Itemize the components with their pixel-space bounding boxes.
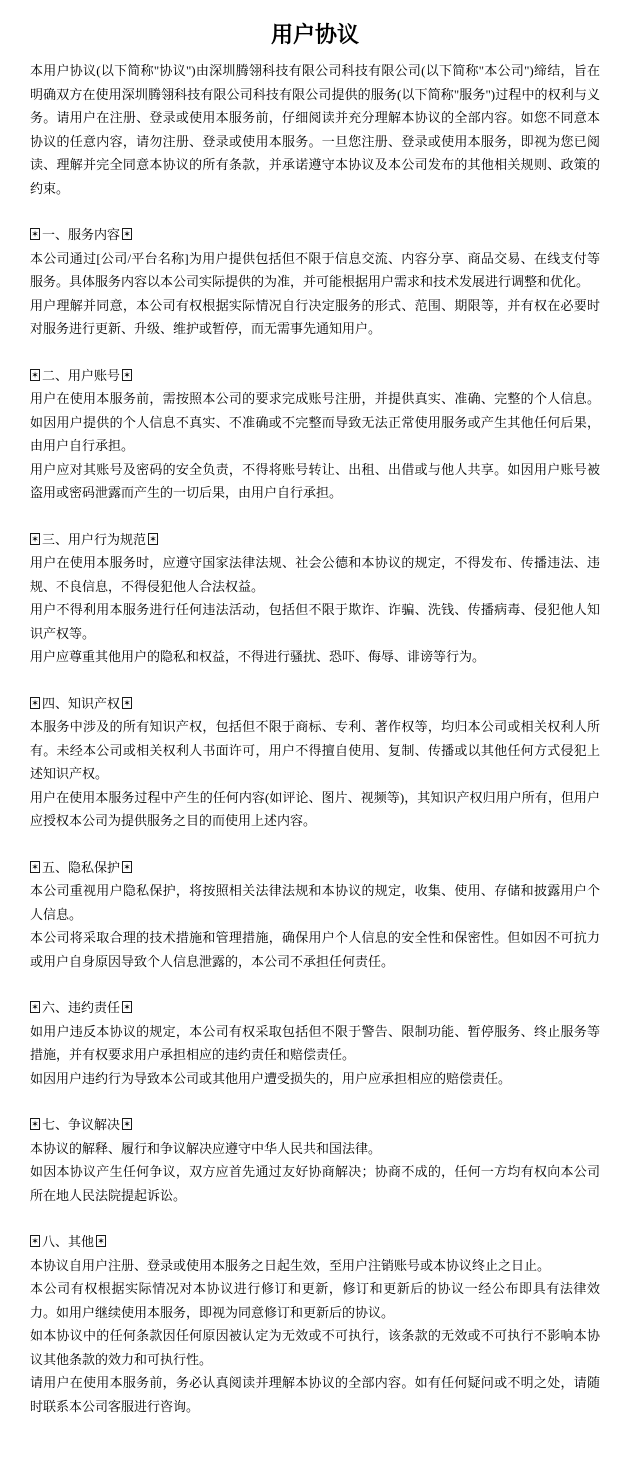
- section-dispute-resolution: [30, 1113, 600, 1207]
- missing-glyph-icon: [122, 228, 132, 240]
- section-heading-text: 二、用户账号: [42, 367, 121, 383]
- missing-glyph-icon: [30, 228, 40, 240]
- section-paragraph: 如本协议中的任何条款因任何原因被认定为无效或不可执行，该条款的无效或不可执行不影响本协议其他条款的效力和可执行性。: [30, 1328, 600, 1367]
- section-miscellaneous: [30, 1230, 600, 1418]
- section-paragraph: 本公司通过[公司/平台名称]为用户提供包括但不限于信息交流、内容分享、商品交易、在线支付等服务。具体服务内容以本公司实际提供的为准，并可能根据用户需求和技术发展进行调整和优化。: [30, 250, 600, 289]
- section-heading-text: 三、用户行为规范: [42, 531, 147, 547]
- section-paragraph: 用户在使用本服务前，需按照本公司的要求完成账号注册，并提供真实、准确、完整的个人信息。如因用户提供的个人信息不真实、不准确或不完整而导致无法正常使用服务或产生其他任何后果，由用户自行承担。: [30, 391, 600, 453]
- section-heading: [30, 996, 600, 1020]
- missing-glyph-icon: [122, 1118, 132, 1130]
- page-title: 用户协议: [270, 22, 359, 47]
- section-paragraph: 本公司将采取合理的技术措施和管理措施，确保用户个人信息的安全性和保密性。但如因不可抗力或用户自身原因导致个人信息泄露的，本公司不承担任何责任。: [30, 930, 600, 969]
- section-heading: [30, 223, 600, 247]
- missing-glyph-icon: [30, 1118, 40, 1130]
- section-heading: [30, 1113, 600, 1137]
- section-heading: [30, 364, 600, 388]
- section-paragraph: 请用户在使用本服务前，务必认真阅读并理解本协议的全部内容。如有任何疑问或不明之处，请随时联系本公司客服进行咨询。: [30, 1375, 600, 1414]
- section-heading-text: 八、其他: [42, 1234, 95, 1249]
- section-paragraph: 本公司有权根据实际情况对本协议进行修订和更新，修订和更新后的协议一经公布即具有法律效力。如用户继续使用本服务，即视为同意修订和更新后的协议。: [30, 1281, 600, 1320]
- section-paragraph: 用户理解并同意，本公司有权根据实际情况自行决定服务的形式、范围、期限等，并有权在必要时对服务进行更新、升级、维护或暂停，而无需事先通知用户。: [30, 297, 600, 336]
- section-heading-text: 六、违约责任: [42, 1000, 121, 1015]
- missing-glyph-icon: [122, 369, 132, 381]
- intro-paragraph: 本用户协议(以下简称"协议")由深圳腾翎科技有限公司科技有限公司(以下简称"本公司")缔结，旨在明确双方在使用深圳腾翎科技有限公司科技有限公司提供的服务(以下简称"服务")过程中的权利与义务。请用户在注册、登录或使用本服务前，仔细阅读并充分理解本协议的全部内容。如您不同意本协议的任意内容，请勿注册、登录或使用本服务。一旦您注册、登录或使用本服务，即视为您已阅读、理解并完全同意本协议的所有条款，并承诺遵守本协议及本公司发布的其他相关规则、政策的约束。: [30, 63, 600, 196]
- section-user-conduct: [30, 528, 600, 669]
- section-intellectual-property: [30, 692, 600, 833]
- section-paragraph: 用户应尊重其他用户的隐私和权益，不得进行骚扰、恐吓、侮辱、诽谤等行为。: [30, 649, 486, 664]
- section-paragraph: 本协议自用户注册、登录或使用本服务之日起生效，至用户注销账号或本协议终止之日止。: [30, 1257, 551, 1273]
- missing-glyph-icon: [148, 533, 158, 545]
- section-paragraph: 如因用户违约行为导致本公司或其他用户遭受损失的，用户应承担相应的赔偿责任。: [30, 1070, 512, 1086]
- missing-glyph-icon: [30, 369, 40, 381]
- section-paragraph: 本协议的解释、履行和争议解决应遵守中华人民共和国法律。: [30, 1140, 382, 1156]
- section-paragraph: 用户不得利用本服务进行任何违法活动，包括但不限于欺诈、诈骗、洗钱、传播病毒、侵犯他人知识产权等。: [30, 602, 600, 641]
- section-heading-text: 五、隐私保护: [42, 859, 121, 875]
- missing-glyph-icon: [30, 697, 40, 709]
- missing-glyph-icon: [122, 861, 132, 873]
- section-heading: [30, 1230, 600, 1254]
- missing-glyph-icon: [122, 1001, 132, 1013]
- section-heading-text: 一、服务内容: [42, 227, 121, 242]
- section-paragraph: 用户应对其账号及密码的安全负责，不得将账号转让、出租、出借或与他人共享。如因用户账号被盗用或密码泄露而产生的一切后果，由用户自行承担。: [30, 461, 600, 500]
- section-paragraph: 如用户违反本协议的规定，本公司有权采取包括但不限于警告、限制功能、暂停服务、终止服务等措施，并有权要求用户承担相应的违约责任和赔偿责任。: [30, 1023, 600, 1062]
- section-breach-liability: [30, 996, 600, 1090]
- missing-glyph-icon: [30, 1001, 40, 1013]
- section-heading: [30, 692, 600, 716]
- section-paragraph: 如因本协议产生任何争议，双方应首先通过友好协商解决；协商不成的，任何一方均有权向本公司所在地人民法院提起诉讼。: [30, 1164, 600, 1203]
- missing-glyph-icon: [30, 1235, 40, 1247]
- missing-glyph-icon: [122, 697, 132, 709]
- section-paragraph: 本服务中涉及的所有知识产权，包括但不限于商标、专利、著作权等，均归本公司或相关权利人所有。未经本公司或相关权利人书面许可，用户不得擅自使用、复制、传播或以其他任何方式侵犯上述知识产权。: [30, 719, 600, 781]
- section-heading: [30, 856, 600, 880]
- missing-glyph-icon: [30, 861, 40, 873]
- section-paragraph: 用户在使用本服务过程中产生的任何内容(如评论、图片、视频等)，其知识产权归用户所有，但用户应授权本公司为提供服务之目的而使用上述内容。: [30, 789, 600, 828]
- section-paragraph: 本公司重视用户隐私保护，将按照相关法律法规和本协议的规定，收集、使用、存储和披露用户个人信息。: [30, 883, 600, 922]
- missing-glyph-icon: [30, 533, 40, 545]
- section-privacy-protection: [30, 856, 600, 974]
- section-heading: [30, 528, 600, 552]
- section-paragraph: 用户在使用本服务时，应遵守国家法律法规、社会公德和本协议的规定，不得发布、传播违法、违规、不良信息，不得侵犯他人合法权益。: [30, 555, 600, 594]
- section-user-account: [30, 364, 600, 505]
- section-service-content: [30, 223, 600, 341]
- section-heading-text: 七、争议解决: [42, 1117, 121, 1132]
- section-heading-text: 四、知识产权: [42, 695, 121, 711]
- missing-glyph-icon: [96, 1235, 106, 1247]
